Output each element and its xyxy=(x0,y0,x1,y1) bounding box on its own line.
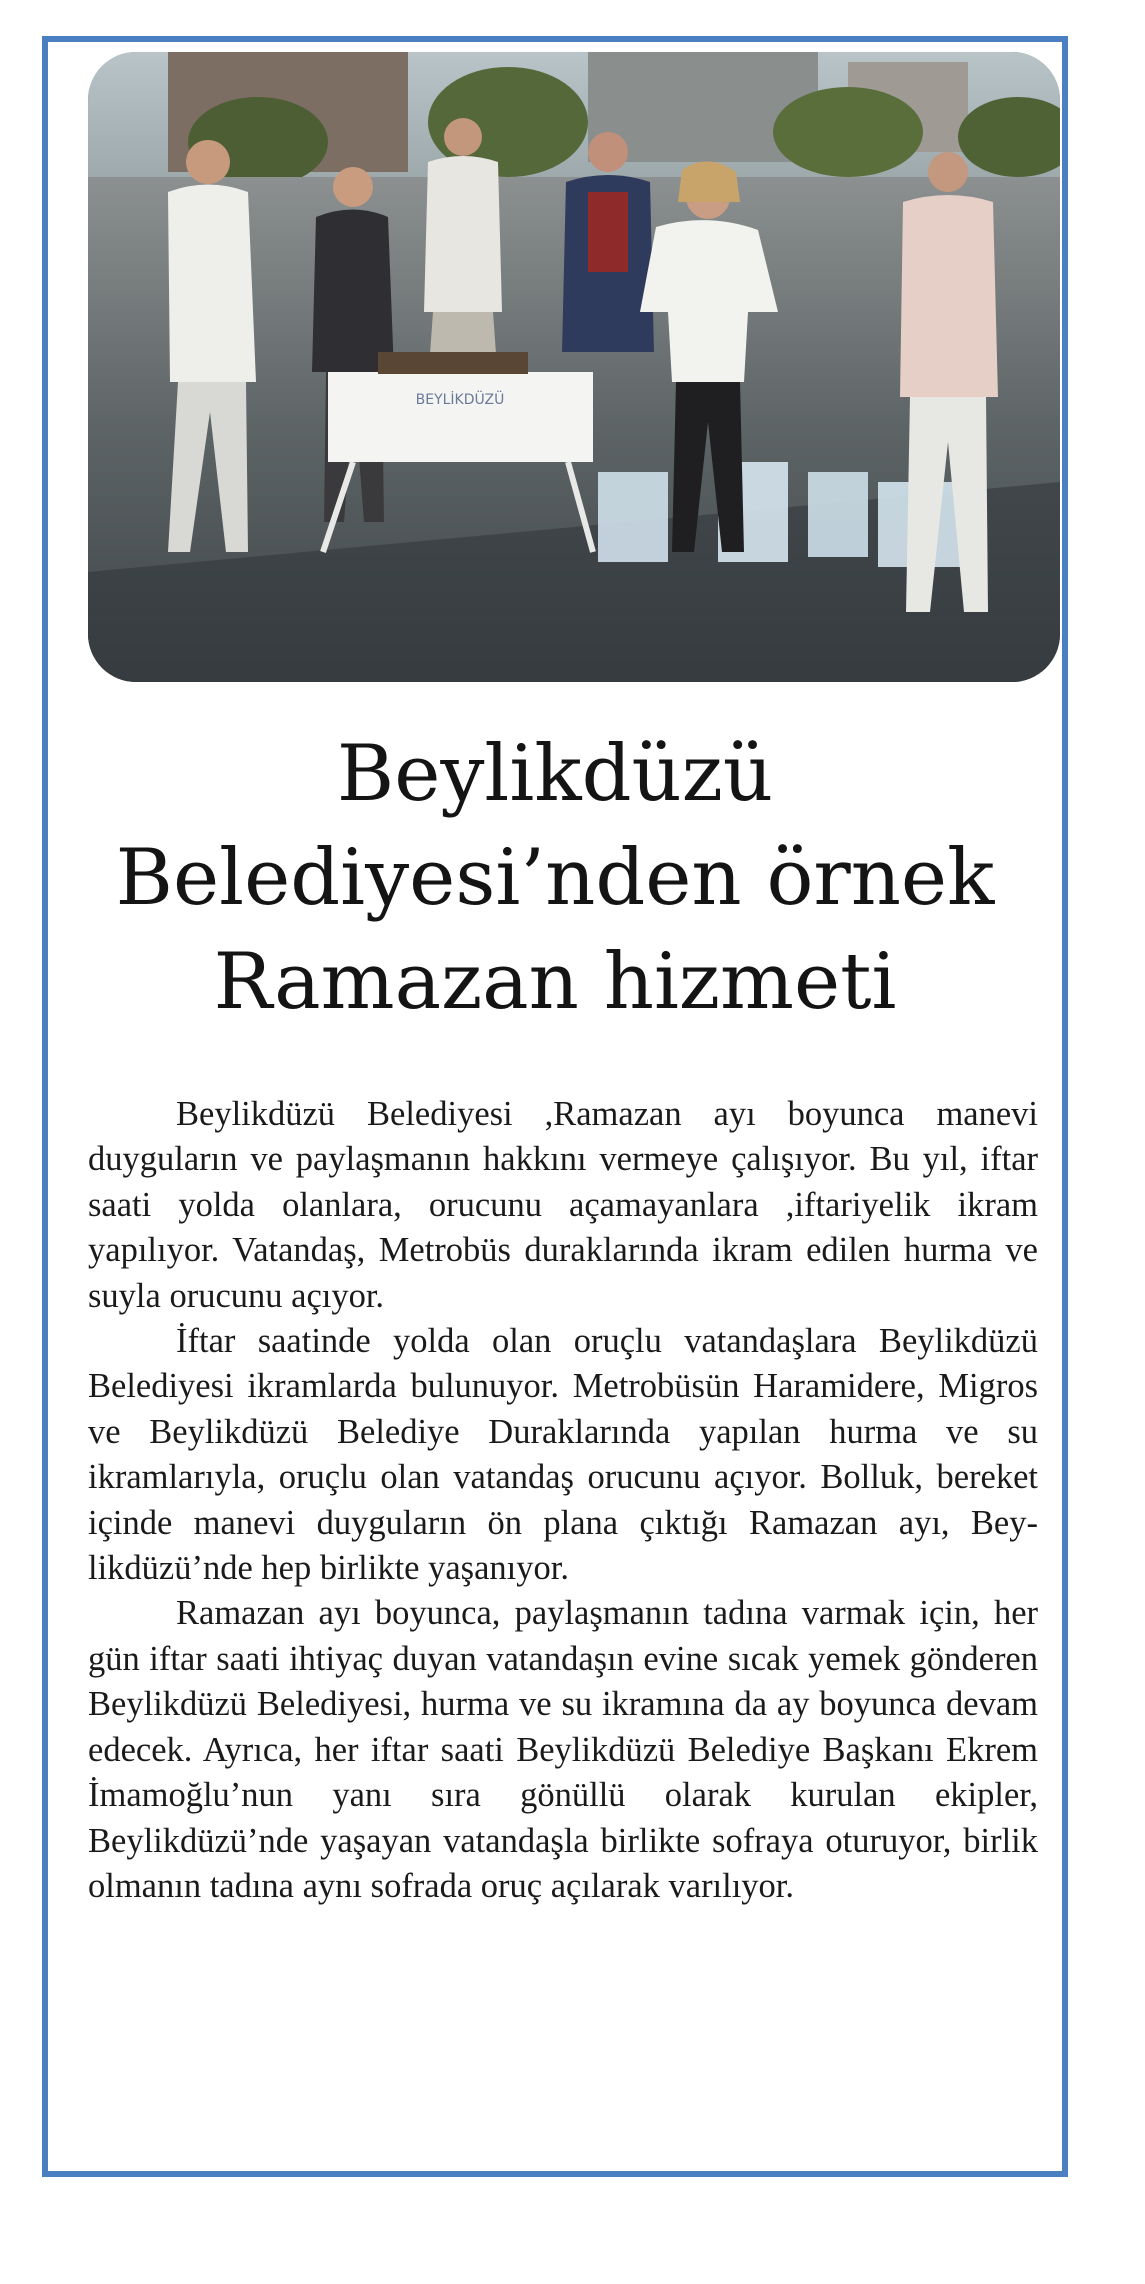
headline-line: Beylikdüzü xyxy=(336,729,774,819)
paragraph: Ramazan ayı boyunca, paylaşmanın tadına varmak için, her gün iftar saati ihtiyaç duyan vatandaşın evine sıcak yemek gönderen Beylikdüzü Belediyesi, hurma ve su ikramına da ay boyunca devam edecek. Ayrıca, her iftar saati Beylikdüzü Belediye Başkanı Ekrem İmamoğlu’nun yanı sıra gönüllü olarak kurulan ekipler, Beylikdüzü’nde yaşayan vatandaşla birlikte sofraya oturuyor, birlik olmanın tadına aynı sofrada oruç açılarak varılıyor. xyxy=(88,1594,1038,1905)
news-photo xyxy=(88,52,1060,682)
paragraph: İftar saatinde yolda olan oruçlu vatandaşlara Beylikdüzü Belediyesi ikramlarda bulunuyor. Metrobüsün Haramidere, Migros ve Beylikdüzü Belediye Duraklarında yapılan hurma ve su ikramlarıyla, oruçlu olan vatandaş orucunu açıyor. Bolluk, bereket içinde manevi duyguların ön plana çıktığı Ramazan ayı, Beylikdüzü’nde hep birlikte yaşanıyor. xyxy=(88,1322,1038,1588)
clipping-frame xyxy=(42,36,1068,2177)
paragraph: Beylikdüzü Belediyesi ,Ramazan ayı boyunca manevi duyguların ve paylaşmanın hakkını vermeye çalışıyor. Bu yıl, iftar saati yolda olanlara, orucunu açamayanlara ,iftariyelik ikram yapılıyor. Vatandaş, Metrobüs duraklarında ikram edilen hurma ve suyla orucunu açıyor. xyxy=(88,1095,1038,1315)
photo-scene xyxy=(88,52,1060,682)
tree xyxy=(773,87,923,177)
banner-text: BEYLİKDÜZÜ xyxy=(415,392,505,408)
headline-line: Belediyesi’nden örnek xyxy=(115,833,995,923)
headline-line: Ramazan hizmeti xyxy=(213,937,897,1027)
article-body xyxy=(88,1092,1038,1909)
headline xyxy=(48,722,1062,1034)
